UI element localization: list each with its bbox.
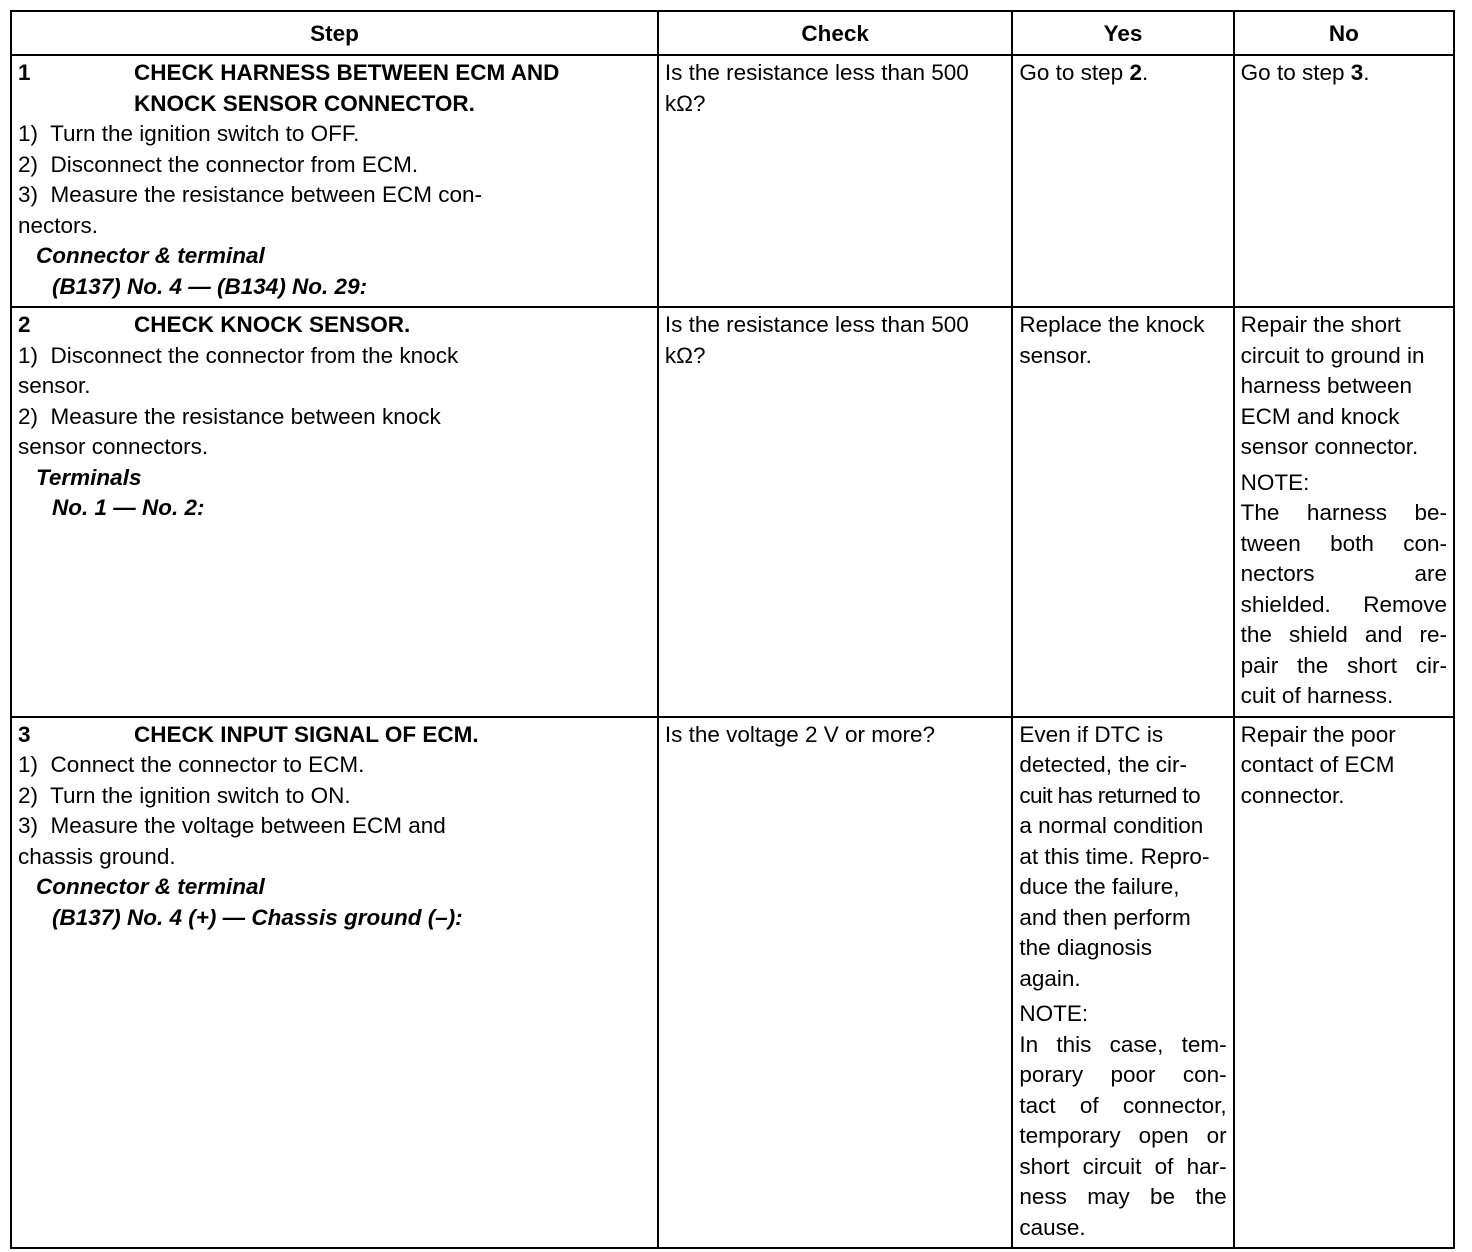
- step-title: CHECK INPUT SIGNAL OF ECM.: [134, 721, 479, 747]
- yes-text: Go to step: [1019, 60, 1130, 85]
- yes-step-ref: 2: [1129, 60, 1142, 85]
- note-label: NOTE:: [1019, 1001, 1089, 1026]
- connector-value: (B137) No. 4 — (B134) No. 29:: [52, 273, 368, 299]
- connector-label: Connector & terminal: [36, 874, 265, 899]
- note-text: nectors are: [1240, 561, 1447, 586]
- check-cell: [658, 307, 1012, 717]
- yes-text: and then perform: [1019, 904, 1191, 930]
- step-line: 1) Turn the ignition switch to OFF.: [18, 121, 360, 146]
- step-body: [134, 310, 651, 341]
- step-line: 1) Disconnect the connector from the knock: [18, 342, 459, 368]
- no-cell: [1234, 55, 1454, 307]
- note-text: short circuit of har-: [1019, 1153, 1227, 1179]
- check-cell: [658, 55, 1012, 307]
- check-text: Is the resistance less than 500: [664, 60, 969, 85]
- header-step: Step: [11, 11, 658, 55]
- note-text: ness may be the: [1019, 1184, 1227, 1209]
- note-label: NOTE:: [1240, 469, 1310, 495]
- note-text: porary poor con-: [1019, 1062, 1227, 1087]
- note-text: pair the short cir-: [1240, 652, 1447, 678]
- step-body: [134, 58, 651, 119]
- no-cell: [1234, 717, 1454, 1249]
- yes-text: the diagnosis: [1019, 935, 1152, 960]
- terminals-value: No. 1 — No. 2:: [52, 495, 205, 520]
- header-check: Check: [658, 11, 1012, 55]
- step-line: 2) Measure the resistance between knock: [18, 403, 441, 429]
- yes-text: Replace the knock: [1019, 312, 1205, 337]
- diagnosis-table: [10, 10, 1455, 1249]
- note-text: tact of connector,: [1019, 1092, 1227, 1118]
- yes-text: sensor.: [1019, 342, 1092, 368]
- note-text: the shield and re-: [1240, 622, 1447, 647]
- step-title: KNOCK SENSOR CONNECTOR.: [134, 90, 475, 116]
- step-line: 3) Measure the resistance between ECM con-: [18, 182, 482, 207]
- no-text: Repair the poor: [1240, 721, 1396, 747]
- yes-text: Even if DTC is: [1019, 721, 1164, 747]
- no-text: Repair the short: [1240, 312, 1401, 337]
- step-line: 3) Measure the voltage between ECM and: [18, 813, 446, 838]
- check-text: kΩ?: [664, 90, 706, 116]
- note-text: temporary open or: [1019, 1123, 1227, 1148]
- step-line: 2) Turn the ignition switch to ON.: [18, 782, 351, 808]
- check-cell: [658, 717, 1012, 1249]
- yes-cell: [1012, 55, 1233, 307]
- note-text: shielded. Remove: [1240, 591, 1447, 617]
- connector-label: Connector & terminal: [36, 243, 265, 268]
- terminals-label: Terminals: [36, 464, 142, 490]
- check-text: Is the voltage 2 V or more?: [664, 721, 936, 747]
- note-text: tween both con-: [1240, 530, 1447, 556]
- no-text: contact of ECM: [1240, 752, 1395, 777]
- header-no: No: [1234, 11, 1454, 55]
- yes-text: duce the failure,: [1019, 874, 1180, 899]
- step-cell: [11, 307, 658, 717]
- no-text-end: .: [1363, 60, 1370, 85]
- no-text: ECM and knock: [1240, 403, 1400, 429]
- no-text: connector.: [1240, 782, 1345, 808]
- check-text: kΩ?: [664, 342, 706, 368]
- yes-text: again.: [1019, 965, 1081, 991]
- step-number: 3: [18, 721, 31, 747]
- yes-text-end: .: [1141, 60, 1149, 85]
- no-text: sensor connector.: [1240, 434, 1419, 459]
- yes-text: detected, the cir-: [1019, 752, 1187, 777]
- header-yes: Yes: [1012, 11, 1233, 55]
- step-line: 2) Disconnect the connector from ECM.: [18, 151, 419, 177]
- step-number: 1: [18, 60, 31, 85]
- step-title: CHECK HARNESS BETWEEN ECM AND: [134, 60, 560, 85]
- no-text: harness between: [1240, 373, 1413, 398]
- step-line: sensor.: [18, 373, 91, 398]
- yes-text: a normal condition: [1019, 813, 1204, 838]
- yes-text: cuit has returned to: [1019, 782, 1200, 808]
- step-line: sensor connectors.: [18, 434, 209, 459]
- no-cell: [1234, 307, 1454, 717]
- yes-cell: [1012, 307, 1233, 717]
- step-title: CHECK KNOCK SENSOR.: [134, 312, 411, 337]
- step-line: chassis ground.: [18, 843, 176, 869]
- connector-value: (B137) No. 4 (+) — Chassis ground (–):: [52, 904, 463, 930]
- table-row: [11, 55, 1454, 307]
- check-text: Is the resistance less than 500: [664, 312, 969, 337]
- note-text: cause.: [1019, 1214, 1086, 1240]
- no-text: Go to step: [1240, 60, 1351, 85]
- step-line: 1) Connect the connector to ECM.: [18, 752, 365, 777]
- yes-text: at this time. Repro-: [1019, 843, 1210, 869]
- step-cell: [11, 55, 658, 307]
- table-row: [11, 717, 1454, 1249]
- no-text: circuit to ground in: [1240, 342, 1425, 368]
- step-body: [134, 720, 651, 751]
- note-text: In this case, tem-: [1019, 1031, 1227, 1057]
- yes-cell: [1012, 717, 1233, 1249]
- table-row: [11, 307, 1454, 717]
- no-step-ref: 3: [1350, 60, 1364, 85]
- step-cell: [11, 717, 658, 1249]
- note-text: cuit of harness.: [1240, 683, 1394, 708]
- header-row: [11, 11, 1454, 55]
- step-line: nectors.: [18, 212, 99, 238]
- step-number: 2: [18, 312, 31, 337]
- note-text: The harness be-: [1240, 500, 1447, 525]
